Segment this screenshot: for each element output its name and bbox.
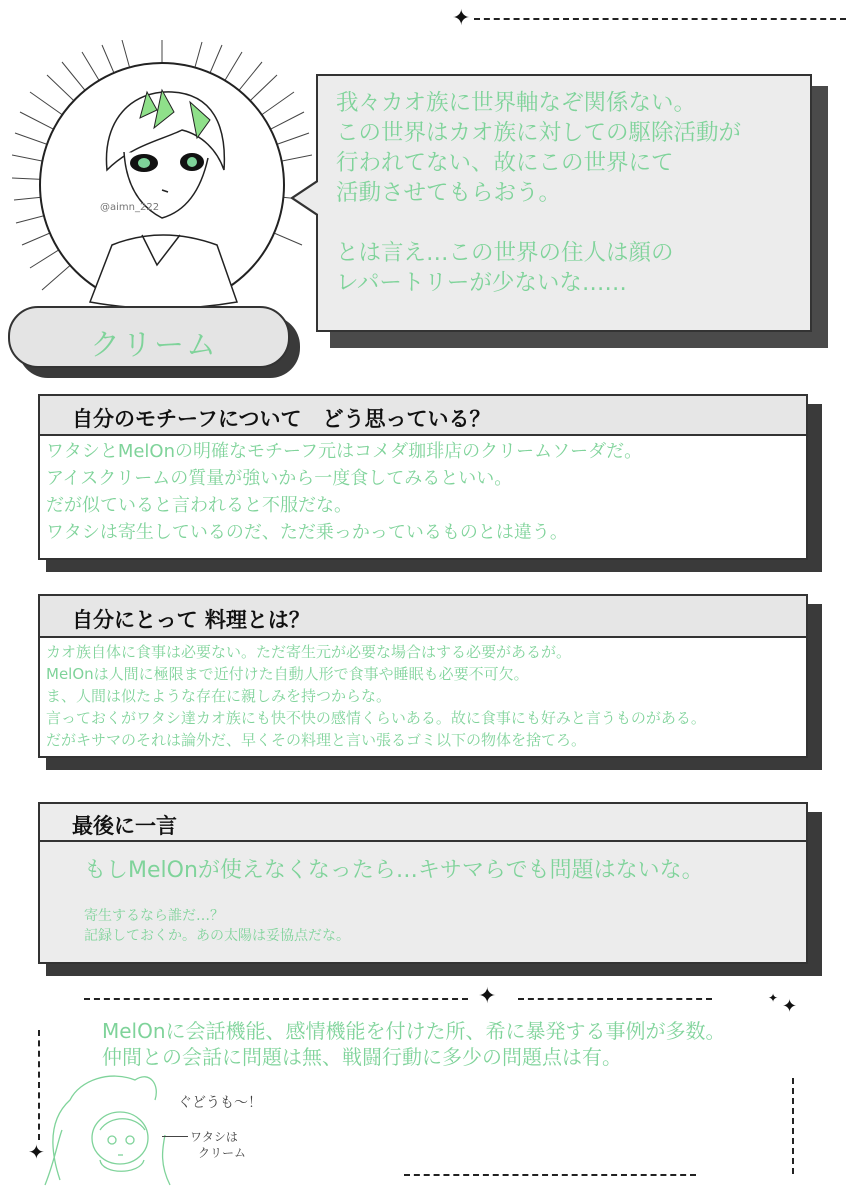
footer-dashed-line-bottom <box>404 1174 696 1176</box>
section-title: 自分のモチーフについて どう思っている？ <box>72 407 491 431</box>
speech-line: 行われてない、故にこの世界にて <box>336 150 674 176</box>
section-motif <box>38 394 808 560</box>
footer-dashed-line-vertical-right <box>792 1078 794 1174</box>
final-sub-line: 寄生するなら誰だ…？ <box>84 908 224 924</box>
sparkle-icon: ✦ <box>452 6 471 31</box>
answer-line: MelOnは人間に極限まで近付けた自動人形で食事や睡眠も必要不可欠。 <box>46 665 529 683</box>
portrait-watermark: @aimn_222 <box>100 202 160 213</box>
footer-line: MelOnに会話機能、感情機能を付けた所、希に暴発する事例が多数。 <box>102 1019 726 1043</box>
speech-line: レパートリーが少ないな…… <box>336 270 627 296</box>
section-header <box>40 396 806 436</box>
sketch-label-2: クリーム <box>198 1146 247 1160</box>
final-main-line: もしMelOnが使えなくなったら…キサマらでも問題はないな。 <box>84 858 704 883</box>
sparkle-icon: ✦ <box>478 984 497 1009</box>
name-tag <box>8 306 290 368</box>
footer-dashed-line-left <box>84 998 468 1000</box>
speech-line: この世界はカオ族に対しての駆除活動が <box>336 120 742 146</box>
sketch-pointer-line <box>162 1136 188 1137</box>
section-header <box>40 804 806 842</box>
speech-box <box>316 74 812 332</box>
character-name: クリーム <box>90 328 218 363</box>
speech-line: 我々カオ族に世界軸なぞ関係ない。 <box>336 90 697 116</box>
answer-line: 言っておくがワタシ達カオ族にも快不快の感情くらいある。故に食事にも好みと言うものがある。 <box>46 709 706 727</box>
sparkle-icon: ✦ <box>768 991 779 1005</box>
section-last-word <box>38 802 808 964</box>
final-sub-line: 記録しておくか。あの太陽は妥協点だな。 <box>84 928 350 944</box>
character-portrait <box>12 40 312 330</box>
answer-line: ワタシとMelOnの明確なモチーフ元はコメダ珈琲店のクリームソーダだ。 <box>46 441 643 462</box>
answer-line: アイスクリームの質量が強いから一度食してみるといい。 <box>46 468 513 489</box>
section-body <box>84 856 800 946</box>
answer-line: カオ族自体に食事は必要ない。ただ寄生元が必要な場合はする必要があるが。 <box>46 643 572 661</box>
footer-line: 仲間との会話に問題は無、戦闘行動に多少の問題点は有。 <box>102 1045 622 1069</box>
sparkle-icon: ✦ <box>782 996 798 1017</box>
section-body <box>46 641 800 751</box>
speech-tail <box>294 182 318 214</box>
answer-line: ま、人間は似たような存在に親しみを持つからな。 <box>46 687 392 705</box>
section-header <box>40 596 806 638</box>
answer-line: ワタシは寄生しているのだ、ただ乗っかっているものとは違う。 <box>46 522 568 543</box>
chibi-sketch <box>40 1060 190 1190</box>
speech-line: とは言え…この世界の住人は顔の <box>336 240 674 266</box>
section-title: 自分にとって 料理とは？ <box>72 608 310 632</box>
footer-dashed-line-right <box>518 998 712 1000</box>
sketch-greeting: ぐどうも〜！ <box>178 1095 262 1111</box>
speech-line <box>336 208 741 238</box>
speech-line: 活動させてもらおう。 <box>336 180 562 206</box>
section-cooking <box>38 594 808 758</box>
section-body <box>46 438 800 546</box>
sketch-label-1: ワタシは <box>190 1130 238 1144</box>
sparkle-icon: ✦ <box>28 1140 45 1164</box>
top-dashed-line <box>474 18 846 20</box>
section-title: 最後に一言 <box>72 814 177 838</box>
footer-note <box>102 1018 726 1070</box>
answer-line: だが似ていると言われると不服だな。 <box>46 495 352 516</box>
answer-line: だがキサマのそれは論外だ、早くその料理と言い張るゴミ以下の物体を捨てろ。 <box>46 731 587 749</box>
